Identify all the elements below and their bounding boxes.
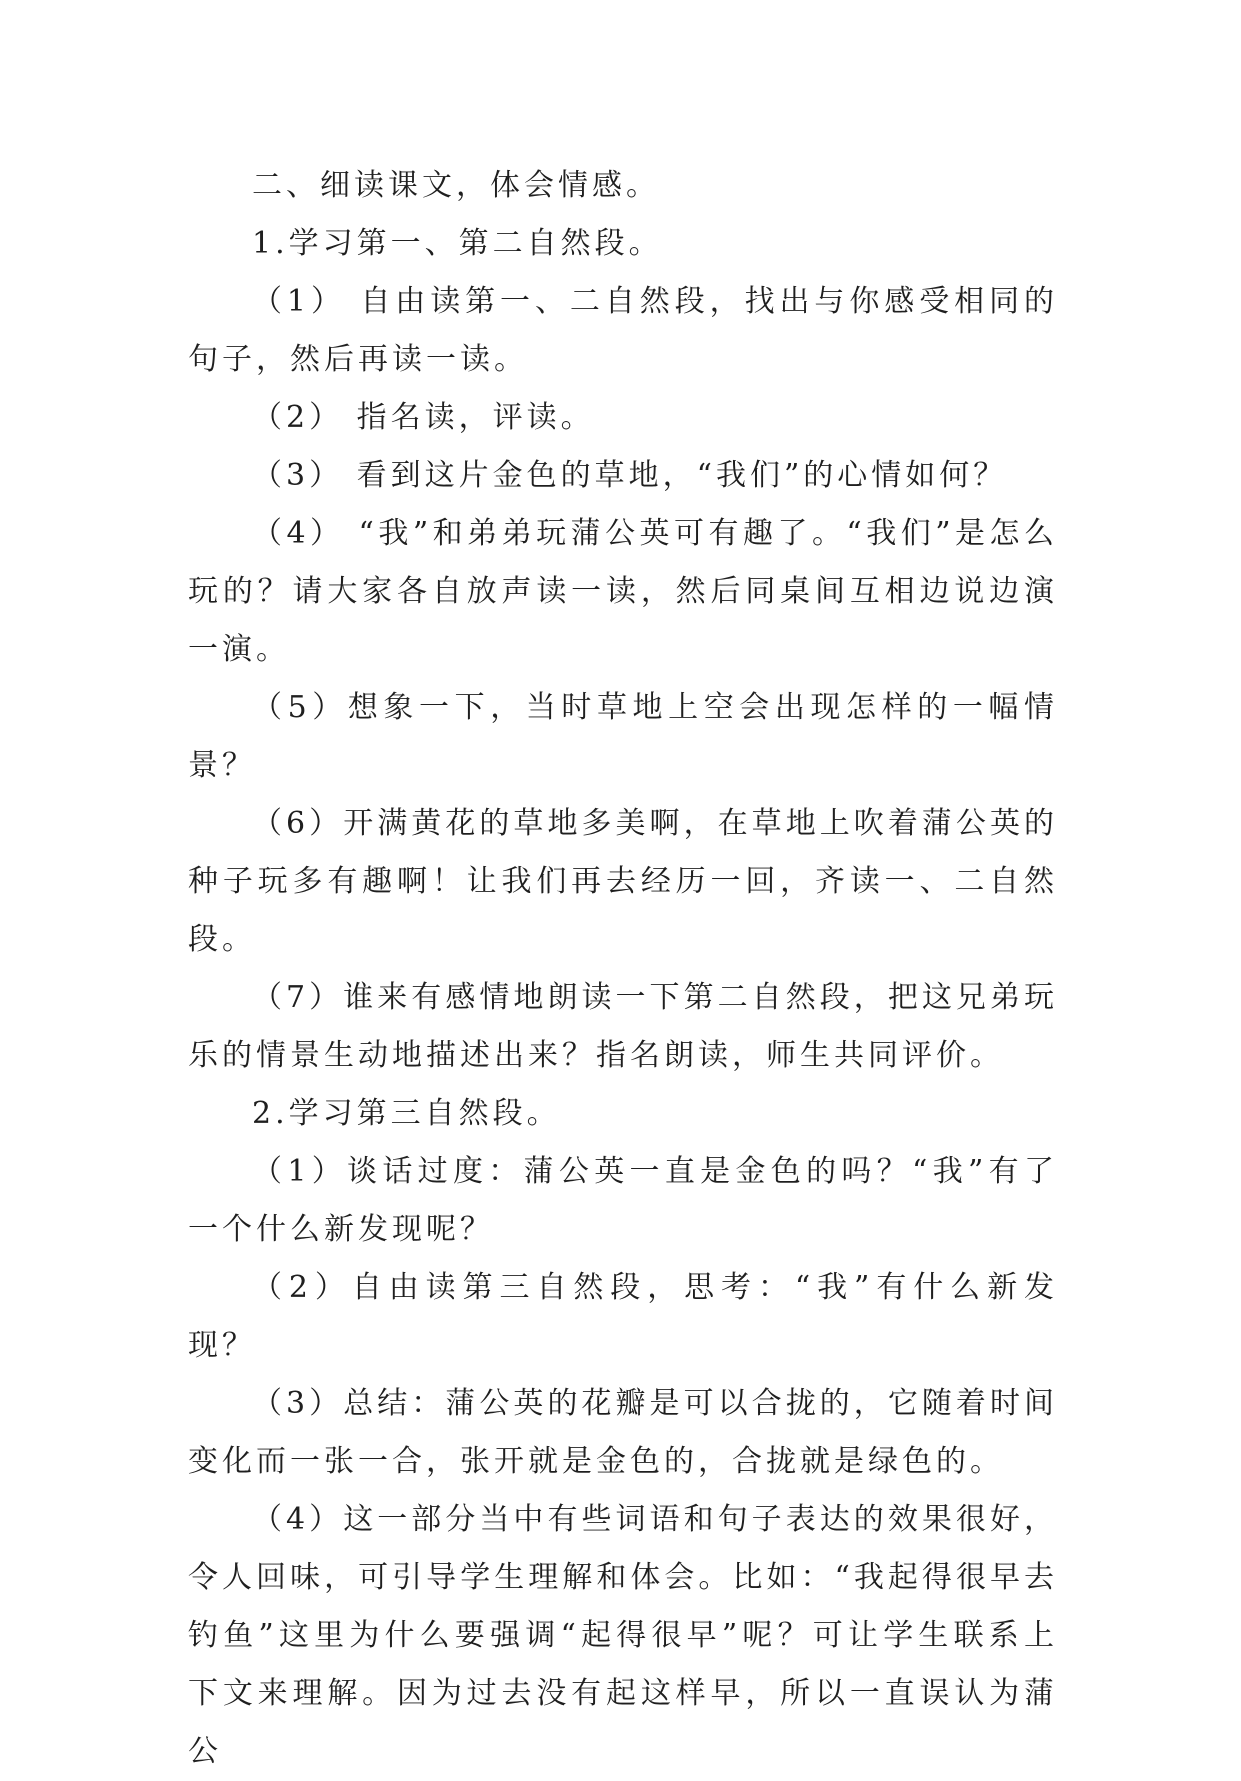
subsection-heading: 2.学习第三自然段。 <box>252 1096 561 1131</box>
paragraph: （6）开满黄花的草地多美啊，在草地上吹着蒲公英的种子玩多有趣啊！让我们再去经历一回，齐读一、二自然段。 <box>188 806 1058 957</box>
paragraph: （2） 指名读，评读。 <box>252 400 595 435</box>
paragraph: （3） 看到这片金色的草地，“我们”的心情如何？ <box>252 458 1008 493</box>
paragraph: （7）谁来有感情地朗读一下第二自然段，把这兄弟玩乐的情景生动地描述出来？指名朗读，师生共同评价。 <box>188 980 1058 1073</box>
paragraph: （5）想象一下，当时草地上空会出现怎样的一幅情景？ <box>188 690 1058 783</box>
paragraph: （1）谈话过度：蒲公英一直是金色的吗？“我”有了一个什么新发现呢？ <box>188 1154 1058 1247</box>
paragraph: （4）这一部分当中有些词语和句子表达的效果很好，令人回味，可引导学生理解和体会。比如：“我起得很早去钓鱼”这里为什么要强调“起得很早”呢？可让学生联系上下文来理解。因为过去没有起这样早，所以一直误认为蒲公 <box>188 1502 1058 1769</box>
paragraph: （2）自由读第三自然段，思考：“我”有什么新发现？ <box>188 1270 1058 1363</box>
section-heading: 二、细读课文，体会情感。 <box>252 168 660 203</box>
paragraph: （1） 自由读第一、二自然段，找出与你感受相同的句子，然后再读一读。 <box>188 284 1058 377</box>
paragraph: （4） “我”和弟弟玩蒲公英可有趣了。“我们”是怎么玩的？请大家各自放声读一读，然后同桌间互相边说边演一演。 <box>188 516 1058 667</box>
paragraph: （3）总结：蒲公英的花瓣是可以合拢的，它随着时间变化而一张一合，张开就是金色的，合拢就是绿色的。 <box>188 1386 1058 1479</box>
subsection-heading: 1.学习第一、第二自然段。 <box>252 226 663 261</box>
document-body <box>188 157 1058 1781</box>
